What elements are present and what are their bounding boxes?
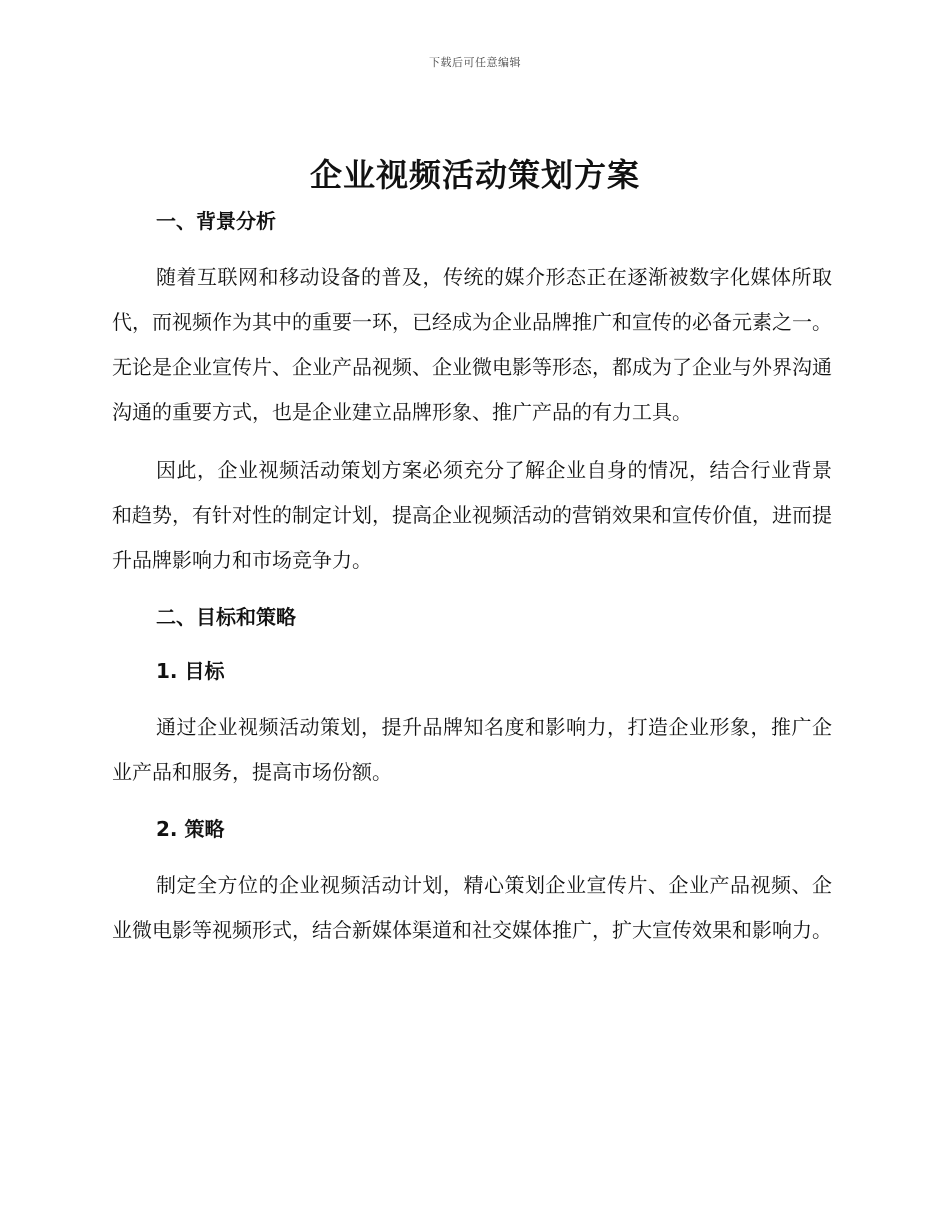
section-heading-goals: 二、目标和策略 xyxy=(156,605,296,629)
section-heading-background: 一、背景分析 xyxy=(156,209,276,233)
paragraph-background-2: 因此，企业视频活动策划方案必须充分了解企业自身的情况，结合行业背景和趋势，有针对性的制定计划，提高企业视频活动的营销效果和宣传价值，进而提升品牌影响力和市场竞争力。 xyxy=(112,458,832,572)
paragraph-background-1: 随着互联网和移动设备的普及，传统的媒介形态正在逐渐被数字化媒体所取代，而视频作为其中的重要一环，已经成为企业品牌推广和宣传的必备元素之一。无论是企业宣传片、企业产品视频、企业微电影等形态，都成为了企业与外界沟通沟通的重要方式，也是企业建立品牌形象、推广产品的有力工具。 xyxy=(112,265,832,424)
subheading-strategy: 2. 策略 xyxy=(156,817,225,841)
subheading-goal: 1. 目标 xyxy=(156,659,225,683)
paragraph-strategy: 制定全方位的企业视频活动计划，精心策划企业宣传片、企业产品视频、企业微电影等视频形式，结合新媒体渠道和社交媒体推广，扩大宣传效果和影响力。 xyxy=(112,873,832,942)
document-body xyxy=(112,201,832,953)
document-title: 企业视频活动策划方案 xyxy=(309,156,640,194)
header-note: 下载后可任意编辑 xyxy=(429,56,521,69)
paragraph-goal: 通过企业视频活动策划，提升品牌知名度和影响力，打造企业形象，推广企业产品和服务，提高市场份额。 xyxy=(112,715,832,784)
